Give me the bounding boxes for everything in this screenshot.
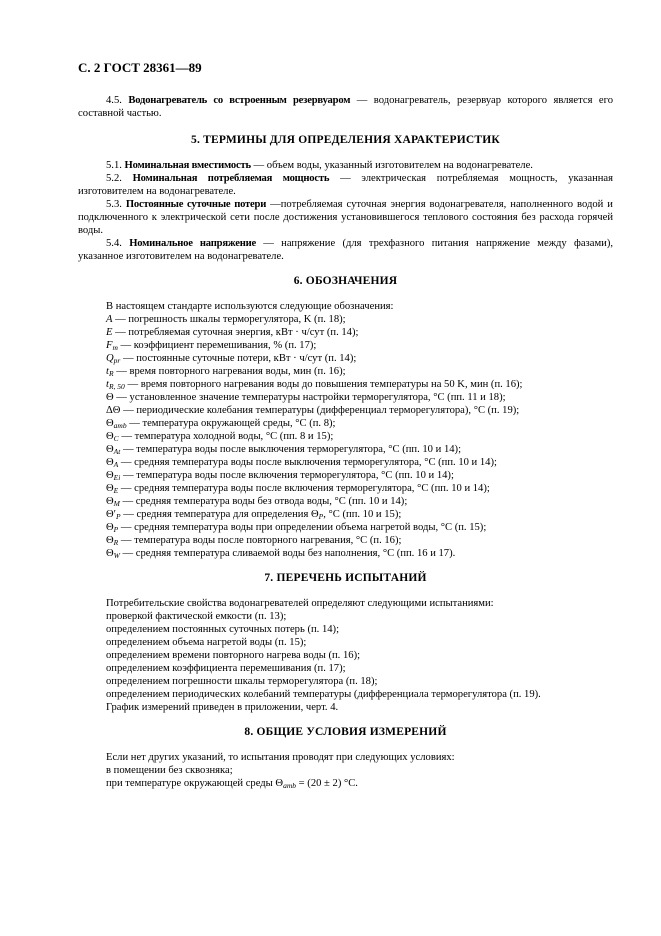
symbol: Θ [106, 457, 114, 468]
symbol-item [78, 404, 613, 417]
symbol-item [78, 313, 613, 326]
clause-number: 5.1. [106, 160, 122, 171]
clause-term: Номинальная потребляемая мощность [132, 173, 330, 184]
symbol-item [78, 430, 613, 443]
clause-text: — водонагреватель, резервуар которого является его составной частью. [78, 95, 614, 119]
symbol-text: — средняя температура для определения Θ [120, 509, 319, 520]
symbol-text: — температура воды после выключения терморегулятора, °С (пп. 10 и 14); [120, 444, 462, 455]
section-7-heading: 7. ПЕРЕЧЕНЬ ИСПЫТАНИЙ [264, 572, 427, 584]
symbol-subscript: At [113, 447, 121, 456]
symbol-subscript: pr [113, 356, 121, 365]
symbol: Θ [106, 496, 114, 507]
list-item: определением постоянных суточных потерь (п. 14); [106, 624, 340, 635]
page-header: С. 2 ГОСТ 28361—89 [78, 60, 202, 75]
tests-list [78, 610, 613, 701]
symbol: ΔΘ [106, 405, 121, 416]
list-item: определением коэффициента перемешивания (п. 17); [106, 663, 346, 674]
section-6-heading: 6. ОБОЗНАЧЕНИЯ [293, 275, 398, 287]
symbol: Θ [106, 392, 114, 403]
list-item: определением времени повторного нагрева воды (п. 16); [106, 650, 361, 661]
symbol-item [78, 352, 613, 365]
symbol-text: — температура холодной воды, °С (пп. 8 и 15); [118, 431, 334, 442]
symbol-text: — потребляемая суточная энергия, кВт · ч/сут (п. 14); [112, 327, 359, 338]
symbol-subscript: P [113, 525, 119, 534]
symbol: Q [106, 353, 114, 364]
symbol: E [106, 327, 113, 338]
conditions-intro: Если нет других указаний, то испытания проводят при следующих условиях: [106, 752, 455, 763]
symbol-item [78, 482, 613, 495]
symbol-text: — установленное значение температуры настройки терморегулятора, °С (пп. 11 и 18); [113, 392, 506, 403]
clause-5-3 [78, 198, 613, 237]
condition-1: в помещении без сквозняка; [106, 765, 233, 776]
symbol-text: — время повторного нагревания воды, мин (п. 16); [113, 366, 346, 377]
symbol-text: — средняя температура воды при определении объема нагретой воды, °С (п. 15); [118, 522, 487, 533]
symbol: Θ [106, 535, 114, 546]
symbol-text: — периодические колебания температуры (дифференциал терморегулятора), °С (п. 19); [120, 405, 520, 416]
section-5-heading: 5. ТЕРМИНЫ ДЛЯ ОПРЕДЕЛЕНИЯ ХАРАКТЕРИСТИК [191, 134, 500, 146]
symbol-text: — постоянные суточные потери, кВт · ч/сут (п. 14); [120, 353, 357, 364]
symbol-item [78, 365, 613, 378]
symbol: Θ [106, 418, 114, 429]
symbol: Θ [106, 483, 114, 494]
symbol-item [78, 521, 613, 534]
clause-number: 5.4. [106, 238, 122, 249]
document-body [78, 94, 613, 790]
symbol-subscript: amb [283, 781, 297, 790]
symbol-subscript: E [113, 486, 119, 495]
clause-term: Постоянные суточные потери [125, 199, 267, 210]
clause-text: — напряжение (для трехфазного питания напряжение между фазами), указанное изготовителем на водонагревателе. [78, 238, 613, 262]
symbol-item [78, 456, 613, 469]
symbol-subscript: C [113, 434, 119, 443]
symbol-item [78, 469, 613, 482]
symbol-text: — средняя температура воды без отвода воды, °С (пп. 10 и 14); [119, 496, 408, 507]
symbol-text: — средняя температура воды после выключения терморегулятора, °С (пп. 10 и 14); [118, 457, 497, 468]
symbol-subscript: amb [113, 421, 127, 430]
symbol-item [78, 443, 613, 456]
symbol-text: — средняя температура сливаемой воды без наполнения, °С (пп. 16 и 17). [119, 548, 456, 559]
section-8-heading: 8. ОБЩИЕ УСЛОВИЯ ИЗМЕРЕНИЙ [244, 726, 447, 738]
symbol: Θ [106, 470, 114, 481]
clause-term: Номинальная вместимость [124, 160, 251, 171]
symbol-item [78, 378, 613, 391]
symbol-text: — средняя температура воды после включения терморегулятора, °С (пп. 10 и 14); [118, 483, 490, 494]
list-item: определением объема нагретой воды (п. 15); [106, 637, 307, 648]
clause-5-1 [78, 159, 613, 172]
symbol-text: — время повторного нагревания воды до повышения температуры на 50 K, мин (п. 16); [124, 379, 523, 390]
symbol-subscript: R [108, 369, 114, 378]
symbol-subscript: P [115, 512, 121, 521]
symbols-intro: В настоящем стандарте используются следующие обозначения: [106, 301, 394, 312]
symbol: t [106, 379, 109, 390]
symbol-item [78, 547, 613, 560]
clause-text: —потребляемая суточная энергия водонагревателя, наполненного водой и подключенного к электрической сети после достижения установившегося теплового состояния без расхода горячей воды. [78, 199, 613, 236]
clause-term: Водонагреватель со встроенным резервуаром [128, 95, 351, 106]
symbol: Θ [106, 548, 114, 559]
symbol-item [78, 534, 613, 547]
symbol-subscript: m [112, 343, 118, 352]
symbol: Θ [106, 444, 114, 455]
symbol-subscript: A [113, 460, 119, 469]
clause-term: Номинальное напряжение [129, 238, 257, 249]
tests-note: График измерений приведен в приложении, черт. 4. [106, 702, 339, 713]
condition-2 [78, 777, 613, 790]
symbol-subscript: R [113, 538, 119, 547]
symbol-item [78, 495, 613, 508]
symbol: t [106, 366, 109, 377]
symbol-subscript: R, 50 [108, 382, 125, 391]
clause-number: 5.2. [106, 173, 122, 184]
symbol: Θ′ [106, 509, 116, 520]
symbol-item [78, 508, 613, 521]
symbol-subscript: P [318, 512, 324, 521]
condition-text: = (20 ± 2) °С. [296, 778, 358, 789]
symbol-text: — температура окружающей среды, °С (п. 8); [126, 418, 336, 429]
tests-intro: Потребительские свойства водонагревателей определяют следующими испытаниями: [106, 598, 494, 609]
symbol-subscript: Ei [113, 473, 121, 482]
clause-5-4 [78, 237, 613, 263]
symbol-text: — температура воды после включения терморегулятора, °С (пп. 10 и 14); [120, 470, 454, 481]
clause-text: — электрическая потребляемая мощность, указанная изготовителем на водонагревателе. [78, 173, 613, 197]
symbol: F [106, 340, 113, 351]
symbol: A [106, 314, 113, 325]
symbol: Θ [106, 522, 114, 533]
symbol-text: — температура воды после повторного нагревания, °С (п. 16); [118, 535, 402, 546]
symbol-item [78, 417, 613, 430]
symbol-subscript: M [113, 499, 120, 508]
list-item: определением погрешности шкалы терморегулятора (п. 18); [106, 676, 378, 687]
list-item: проверкой фактической емкости (п. 13); [106, 611, 287, 622]
symbol-item [78, 326, 613, 339]
clause-number: 4.5. [106, 95, 122, 106]
symbol: Θ [106, 431, 114, 442]
clause-4-5 [78, 94, 613, 120]
clause-5-2 [78, 172, 613, 198]
symbol-item [78, 391, 613, 404]
symbol-text: — погрешность шкалы терморегулятора, K (п. 18); [112, 314, 346, 325]
symbol-item [78, 339, 613, 352]
list-item: определением периодических колебаний температуры (дифференциала терморегулятора (п. 19). [106, 689, 541, 700]
condition-text: при температуре окружающей среды Θ [106, 778, 284, 789]
clause-number: 5.3. [106, 199, 122, 210]
clause-text: — объем воды, указанный изготовителем на водонагревателе. [250, 160, 533, 171]
symbol-text: — коэффициент перемешивания, % (п. 17); [117, 340, 317, 351]
symbols-list [78, 313, 613, 560]
symbol-subscript: W [113, 551, 120, 560]
symbol-text: , °С (пп. 10 и 15); [323, 509, 402, 520]
